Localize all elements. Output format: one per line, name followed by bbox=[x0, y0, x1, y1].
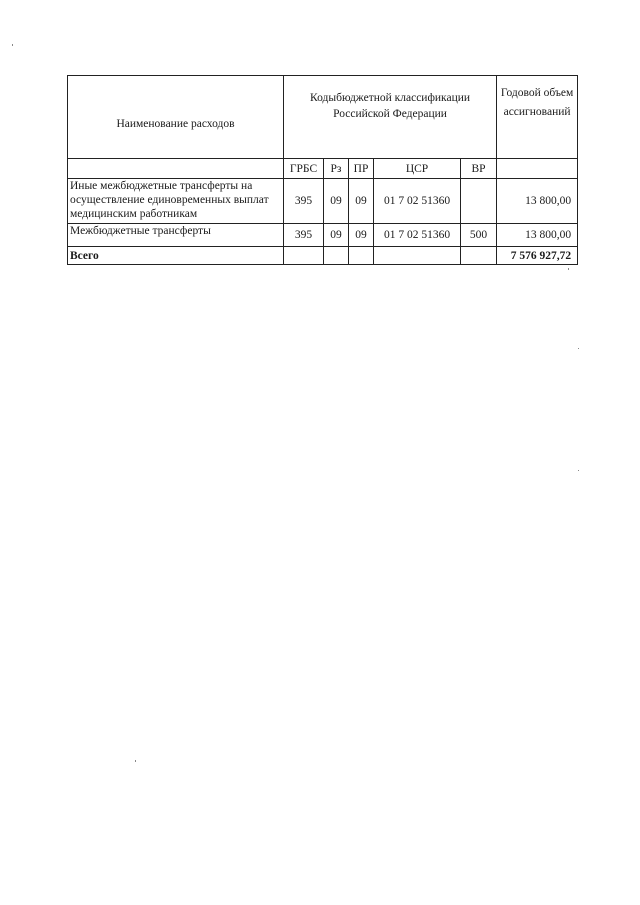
scan-speck bbox=[12, 44, 13, 46]
subheader-blank bbox=[68, 159, 284, 179]
table-header-row bbox=[68, 76, 578, 159]
total-blank bbox=[324, 247, 349, 265]
total-blank bbox=[374, 247, 461, 265]
subheader-pr: ПР bbox=[349, 159, 374, 179]
row-rz: 09 bbox=[324, 224, 349, 247]
total-amount: 7 576 927,72 bbox=[497, 247, 578, 265]
table-subheader-row bbox=[68, 159, 578, 179]
row-csr: 01 7 02 51360 bbox=[374, 179, 461, 224]
row-pr: 09 bbox=[349, 224, 374, 247]
row-name: Иные межбюджетные трансферты на осуществление единовременных выплат медицинским работникам bbox=[68, 179, 284, 224]
total-label: Всего bbox=[68, 247, 284, 265]
header-amount: Годовой объем ассигнований bbox=[497, 76, 578, 159]
subheader-vr: ВР bbox=[461, 159, 497, 179]
total-blank bbox=[461, 247, 497, 265]
total-blank bbox=[349, 247, 374, 265]
header-codes: Кодыбюджетной классификации Российской Федерации bbox=[284, 76, 497, 159]
row-vr bbox=[461, 179, 497, 224]
row-rz: 09 bbox=[324, 179, 349, 224]
subheader-csr: ЦСР bbox=[374, 159, 461, 179]
table-total-row bbox=[68, 247, 578, 265]
scan-speck bbox=[135, 760, 136, 762]
subheader-amount-blank bbox=[497, 159, 578, 179]
row-csr: 01 7 02 51360 bbox=[374, 224, 461, 247]
scan-speck bbox=[578, 470, 579, 471]
row-pr: 09 bbox=[349, 179, 374, 224]
row-vr: 500 bbox=[461, 224, 497, 247]
scan-speck bbox=[568, 268, 569, 270]
row-amount: 13 800,00 bbox=[497, 179, 578, 224]
subheader-grbs: ГРБС bbox=[284, 159, 324, 179]
subheader-rz: Рз bbox=[324, 159, 349, 179]
row-grbs: 395 bbox=[284, 224, 324, 247]
row-grbs: 395 bbox=[284, 179, 324, 224]
total-blank bbox=[284, 247, 324, 265]
header-name: Наименование расходов bbox=[68, 76, 284, 159]
row-name: Межбюджетные трансферты bbox=[68, 224, 284, 247]
table-row bbox=[68, 224, 578, 247]
scan-speck bbox=[578, 348, 579, 349]
row-amount: 13 800,00 bbox=[497, 224, 578, 247]
budget-table bbox=[67, 75, 578, 265]
table-row bbox=[68, 179, 578, 224]
